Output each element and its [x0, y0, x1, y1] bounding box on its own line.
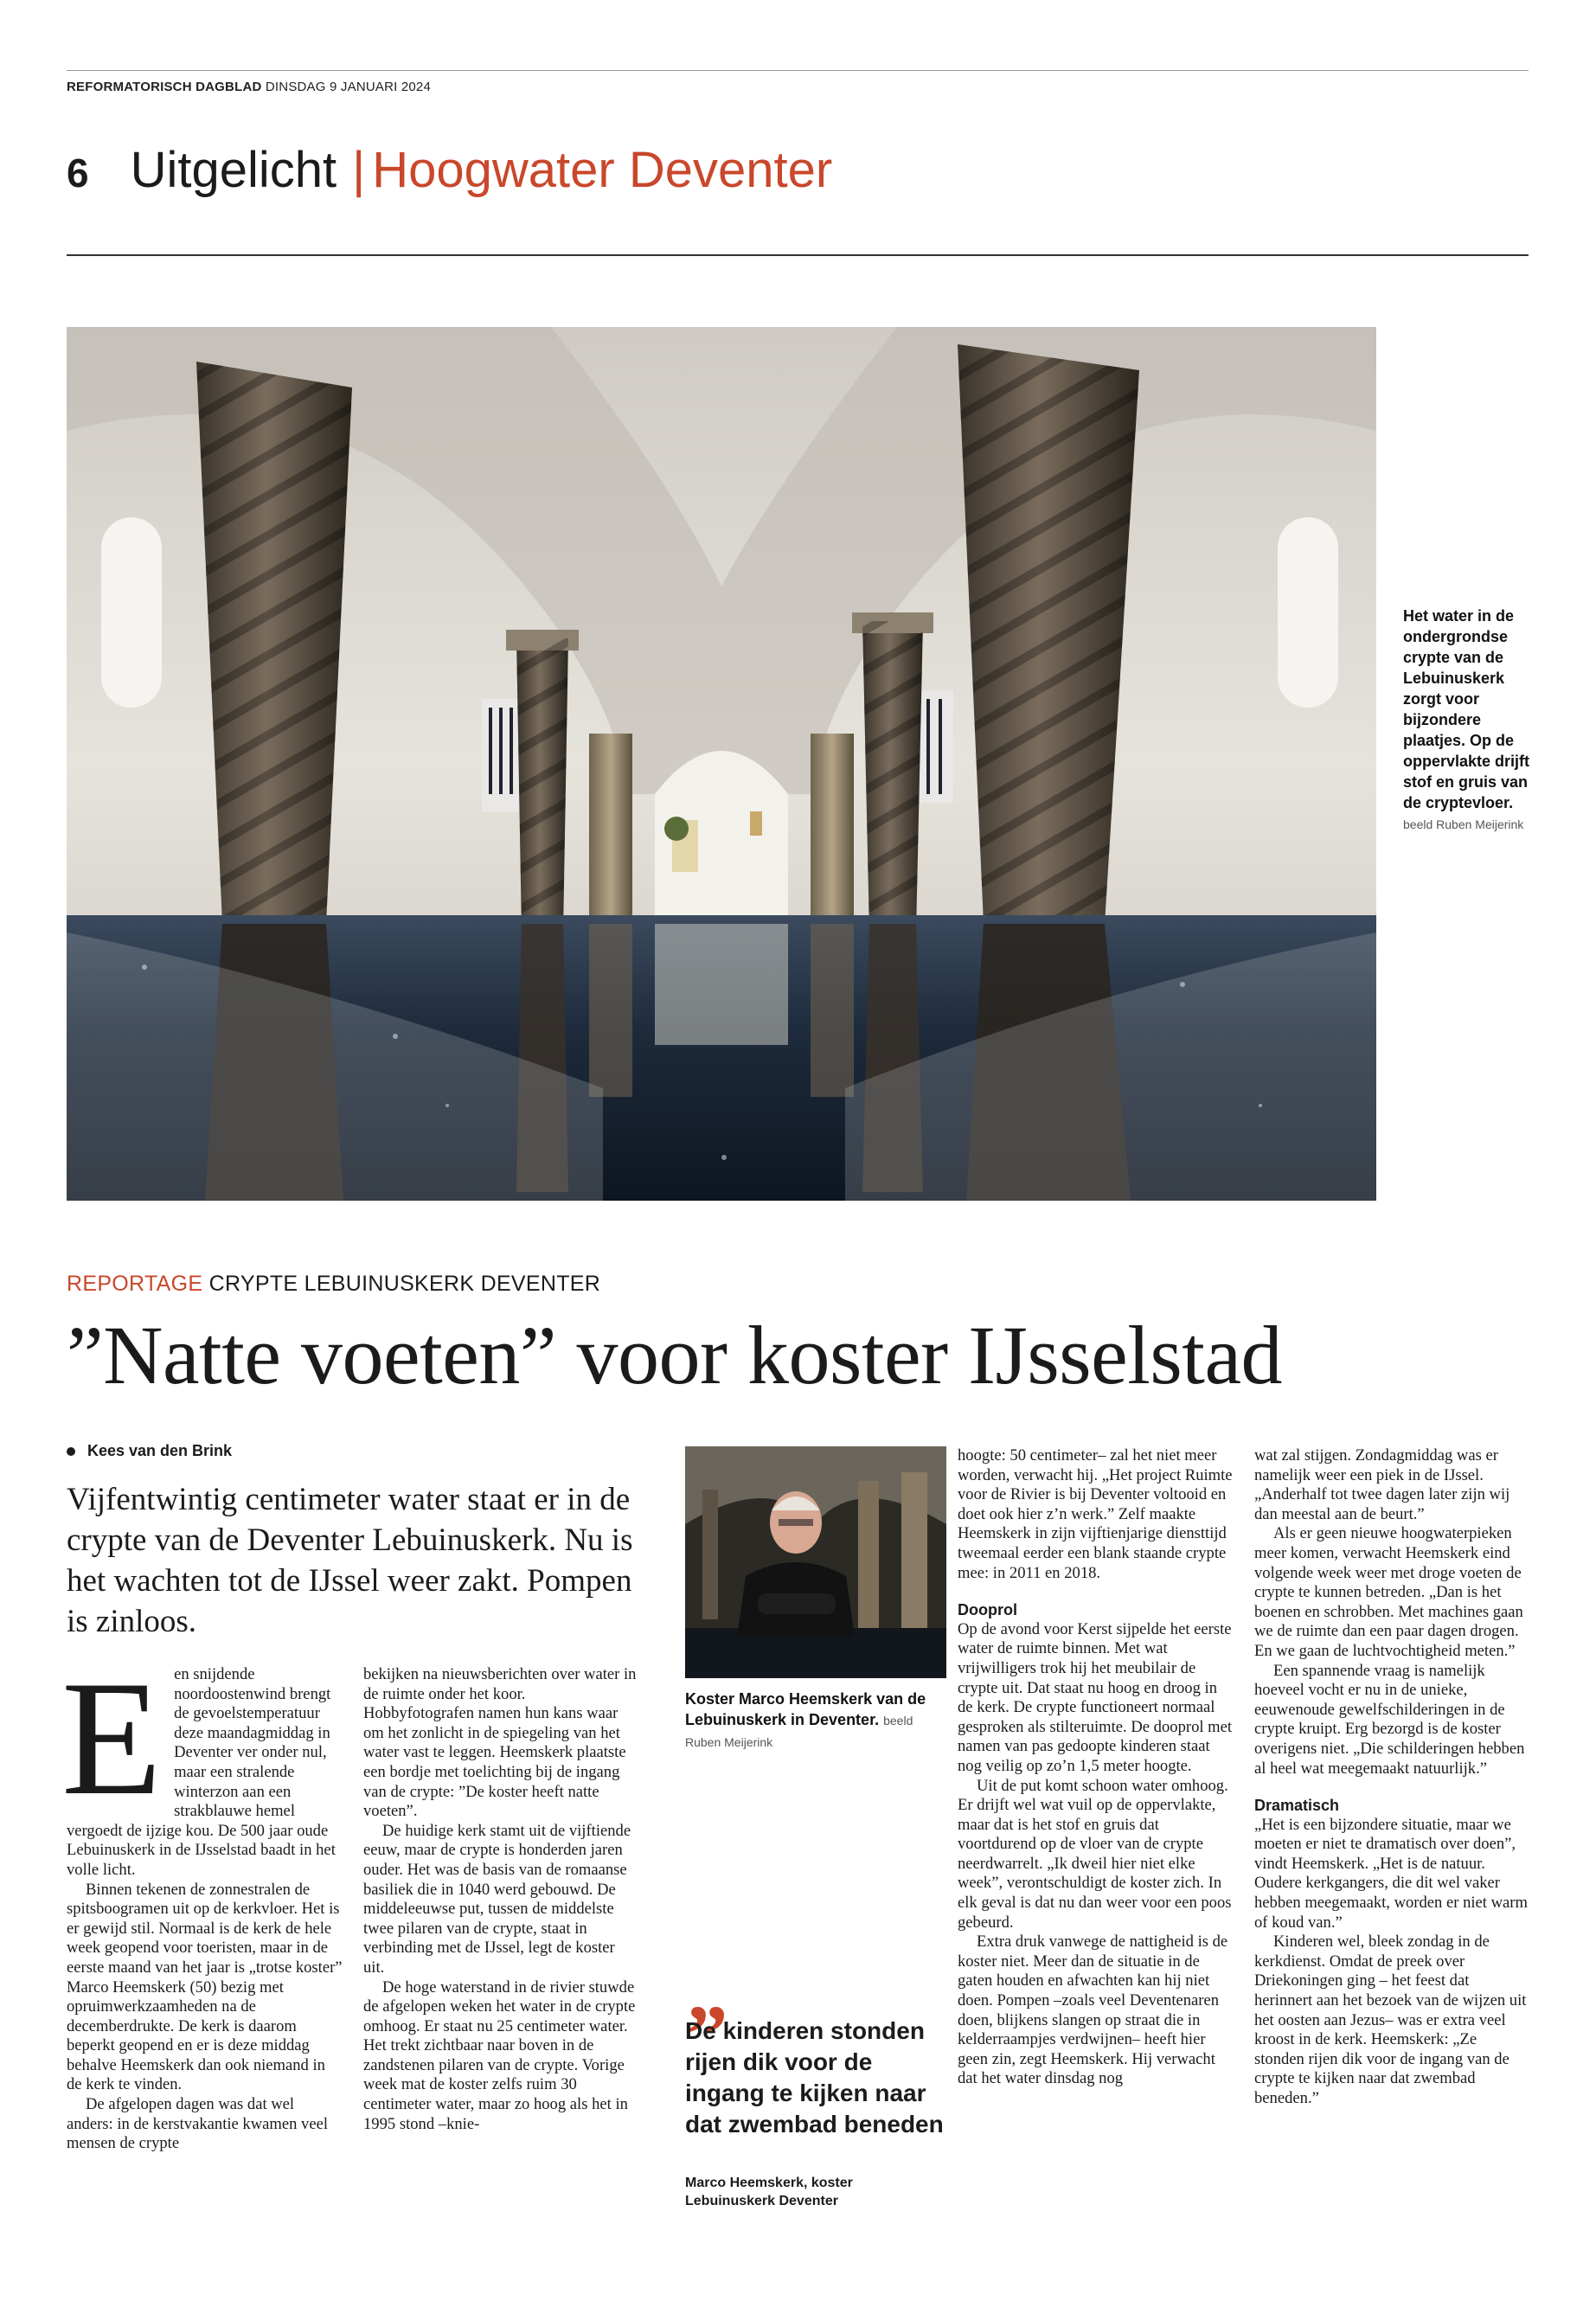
body-paragraph: Kinderen wel, bleek zondag in de kerkdienst. Omdat de preek over Driekoningen ging – het feest dat herinnert aan het bezoek van de wijzen uit het oosten aan Jezus– was er extra veel kroost in de kerk. Heemskerk: „Ze stonden rijen dik voor de ingang van de crypte te kijken naar dat zwembad beneden.”: [1254, 1932, 1527, 2107]
masthead: [67, 80, 431, 94]
body-paragraph: en snijdende noordoostenwind brengt de gevoelstemperatuur deze maandagmiddag in Deventer ver onder nul, maar een stralende winterzon aan een strakblauwe hemel vergoedt de ijzige kou. De 500 jaar oude Lebuinuskerk in de IJsselstad baadt in het volle licht.: [67, 1665, 336, 1879]
portrait-caption: [685, 1689, 946, 1753]
quote-mark: „: [687, 1945, 728, 2037]
body-column-5: [1254, 1446, 1529, 2109]
byline-author: Kees van den Brink: [87, 1442, 233, 1459]
paper-name: REFORMATORISCH DAGBLAD: [67, 80, 262, 94]
body-paragraph: Een spannende vraag is namelijk hoeveel vocht er nu in de unieke, eeuwenoude gewelfschilderingen in de crypte kruipt. Erg bezorgd is de koster overigens niet. „Die schilderingen hebben al heel wat meegemaakt natuurlijk.”: [1254, 1661, 1525, 1778]
kicker: [67, 1272, 600, 1297]
page-number: 6: [67, 151, 89, 195]
body-paragraph: De hoge waterstand in de rivier stuwde de afgelopen weken het water in de crypte omhoog. Er staat nu 25 centimeter water. Het trekt zichtbaar naar boven in de zandstenen pilaren van de crypte. Vorige week mat de koster zelfs ruim 30 centimeter water, maar zo hoog als het in 1995 stond –knie-: [363, 1977, 636, 2133]
body-paragraph: „Het is een bijzondere situatie, maar we moeten er niet te dramatisch over doen”, vindt Heemskerk. „Het is de natuur. Oudere kerkgangers, die dit wel vaker hebben meegemaakt, worden er niet warm of koud van.”: [1254, 1815, 1528, 1932]
main-photo-caption-text: Het water in de ondergrondse crypte van de Lebuinuskerk zorgt voor bijzondere plaatjes. Op de oppervlakte drijft stof en gruis van de cryptevloer.: [1403, 607, 1530, 811]
headline: ”Natte voeten” voor koster IJsselstad: [67, 1309, 1283, 1401]
byline-dot-icon: [67, 1447, 75, 1456]
main-photo-credit: beeld Ruben Meijerink: [1403, 817, 1524, 831]
portrait-photo-koster: [685, 1446, 946, 1678]
body-paragraph: Extra druk vanwege de nattigheid is de koster niet. Meer dan de situatie in de gaten houden en afwachten kan hij niet doen. Pompen –zoals veel Deventenaren doen, blijkens slangen op straat die in kelderraampjes verdwijnen– heeft hier geen zin, zegt Heemskerk. Hij verwacht dat het water dinsdag nog: [958, 1932, 1228, 2088]
section-name: Uitgelicht: [130, 142, 337, 198]
body-paragraph: Binnen tekenen de zonnestralen de spitsboogramen uit op de kerkvloer. Het is er gewijd stil. Normaal is de kerk de hele week geopend voor toeristen, maar in de eerste maand van het jaar is „trotse koster” Marco Heemskerk (50) bezig met opruimwerkzaamheden na de decemberdrukte. De kerk is daarom beperkt geopend en er is deze middag behalve Heemskerk dan ook niemand in de kerk te vinden.: [67, 1880, 343, 2094]
subheading-dramatisch: Dramatisch: [1254, 1797, 1340, 1815]
body-column-1: [61, 1648, 343, 2154]
body-column-4: [958, 1446, 1236, 2089]
byline: [67, 1442, 232, 1460]
body-paragraph: bekijken na nieuwsberichten over water in de ruimte onder het koor. Hobbyfotografen namen hun kans waar om het zonlicht in de spiegeling van het water vast te leggen. Heemskerk plaatste een bordje met toelichting bij de ingang van de crypte: ”De koster heeft natte voeten”.: [363, 1665, 637, 1821]
body-column-2: [363, 1665, 638, 2134]
intro-paragraph: Vijfentwintig centimeter water staat er in de crypte van de Deventer Lebuinuskerk. Nu is het wachten tot de IJssel weer zakt. Pompen is zinloos.: [67, 1482, 633, 1639]
kicker-subject: CRYPTE LEBUINUSKERK DEVENTER: [208, 1272, 601, 1296]
kicker-genre: REPORTAGE: [67, 1272, 203, 1296]
section-separator: |: [352, 142, 366, 198]
body-paragraph: Uit de put komt schoon water omhoog. Er drijft wel wat vuil op de oppervlakte, maar dat is het stof en gruis dat voortdurend op de vloer van de crypte neerdwarrelt. „Ik dweil hier niet elke week”, verontschuldigt de koster zich. In elk geval is dat nu dan weer voor een poos gebeurd.: [958, 1776, 1232, 1932]
section-header: [67, 141, 832, 202]
subheading-dooprol: Dooprol: [958, 1601, 1017, 1619]
pull-quote: De kinderen stonden rijen dik voor de ingang te kijken naar dat zwembad beneden: [685, 2017, 944, 2138]
issue-date: DINSDAG 9 JANUARI 2024: [265, 80, 432, 94]
body-paragraph: Als er geen nieuwe hoogwaterpieken meer komen, verwacht Heemskerk eind volgende week weer met droge voeten de crypte te kunnen betreden. „Dan is het boenen en schrobben. Met machines gaan we de ruimte dan een paar dagen drogen. En we gaan de luchtvochtigheid meten.”: [1254, 1524, 1523, 1660]
body-paragraph: Op de avond voor Kerst sijpelde het eerste water de ruimte binnen. Met wat vrijwilligers trok hij het meubilair de crypte uit. Dat staat nu hoog en droog in de kerk. De crypte functioneert normaal gesproken als stilteruimte. De dooprol met namen van pas gedoopte kinderen staat nog veilig op zo’n 1,5 meter hoogte.: [958, 1619, 1233, 1775]
section-topic: Hoogwater Deventer: [372, 142, 833, 198]
main-photo-crypt: [67, 327, 1376, 1201]
pull-quote-attribution: Marco Heemskerk, koster Lebuinuskerk Deventer: [685, 2176, 853, 2208]
portrait-credit: beeld Ruben Meijerink: [685, 1714, 913, 1749]
main-photo-caption: [1403, 606, 1533, 835]
body-paragraph: De afgelopen dagen was dat wel anders: in de kerstvakantie kwamen veel mensen de crypte: [67, 2095, 329, 2153]
body-paragraph: hoogte: 50 centimeter– zal het niet meer worden, verwacht hij. „Het project Ruimte voor de Rivier is bij Deventer voltooid en doet ook hier z’n werk.” Zelf maakte Heemskerk in zijn vijftienjarige diensttijd tweemaal eerder een blank staande crypte mee: in 2011 en 2018.: [958, 1446, 1233, 1582]
portrait-caption-text: Koster Marco Heemskerk van de Lebuinuskerk in Deventer.: [685, 1690, 926, 1728]
body-paragraph: wat zal stijgen. Zondagmiddag was er namelijk weer een piek in de IJssel. „Anderhalf tot twee dagen later zijn wij dan meestal aan de beurt.”: [1254, 1446, 1510, 1523]
top-rule: [67, 70, 1529, 71]
header-rule: [67, 254, 1529, 256]
dropcap: E: [61, 1648, 163, 1830]
body-paragraph: De huidige kerk stamt uit de vijftiende eeuw, maar de crypte is honderden jaren ouder. Het was de basis van de romaanse basiliek die in 1040 werd gebouwd. De middeleeuwse put, tussen de middelste twee pilaren van de crypte, staat in verbinding met de IJssel, legt de koster uit.: [363, 1821, 631, 1977]
